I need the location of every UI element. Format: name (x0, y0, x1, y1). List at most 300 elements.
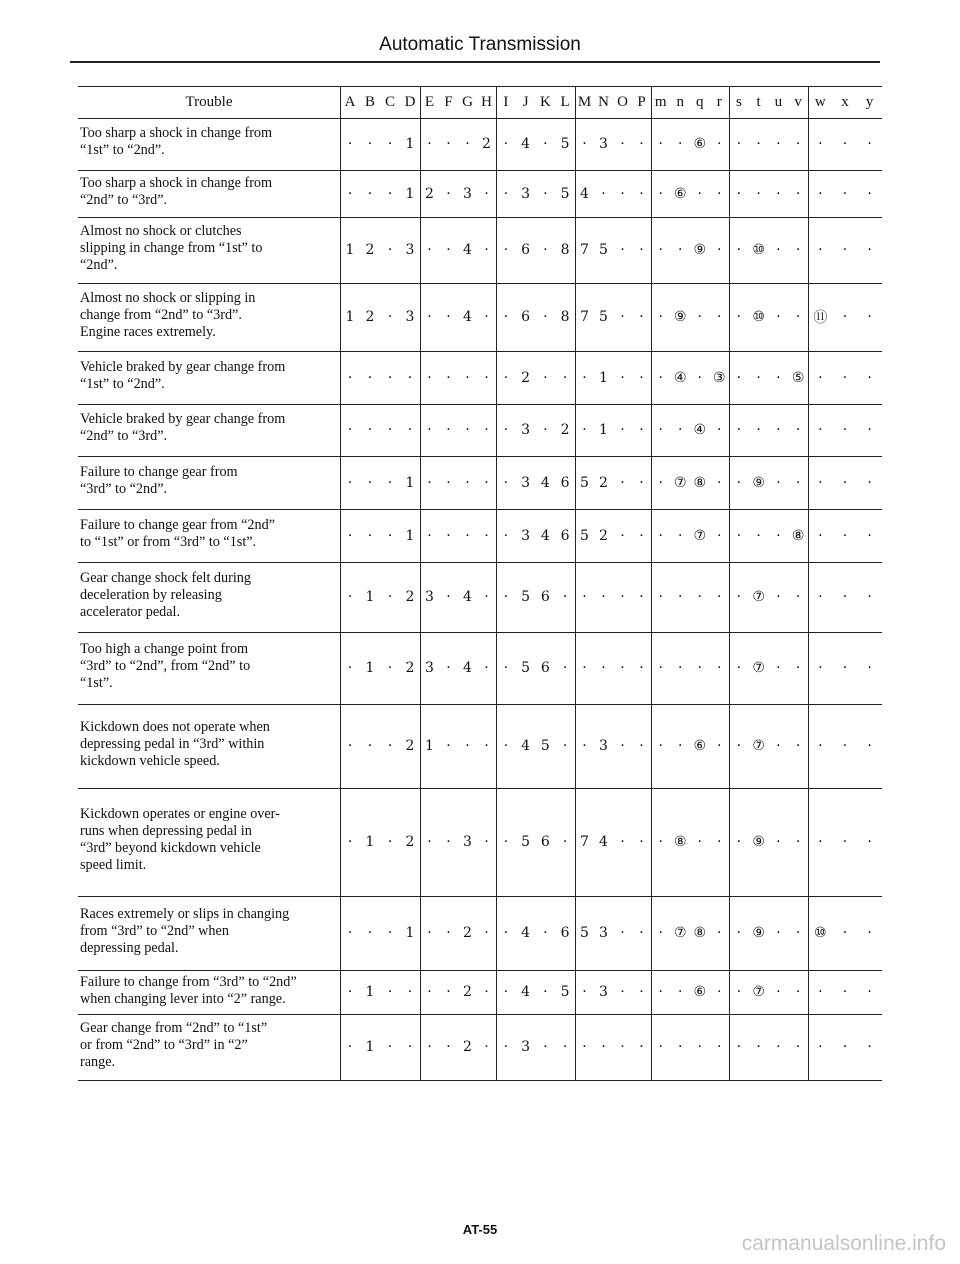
cell-symbol: · (658, 136, 663, 152)
trouble-line: “1st”. (80, 675, 113, 691)
cell-symbol: · (639, 422, 644, 438)
cell-symbol: ⑩ (752, 242, 765, 258)
cell-symbol: 4 (580, 185, 589, 202)
column-letter: J (522, 93, 529, 110)
cell-symbol: · (639, 660, 644, 676)
cell-symbol: 5 (560, 185, 570, 202)
cell-symbol: 4 (463, 309, 472, 325)
trouble-line: “3rd” to “2nd”, from “2nd” to (80, 658, 251, 674)
diagnosis-cell (575, 404, 651, 456)
diagnosis-cell (808, 896, 882, 970)
table-row (78, 632, 882, 704)
cell-symbol: · (387, 185, 393, 202)
cell-symbol: 8 (560, 242, 570, 258)
cell-symbol: 3 (521, 1039, 531, 1055)
diagnosis-cell (729, 170, 808, 217)
cell-symbol: · (717, 984, 722, 1000)
cell-symbol: · (639, 474, 644, 491)
cell-symbol: ⑨ (752, 925, 765, 941)
diagnosis-cell (496, 509, 575, 562)
cell-symbol: 3 (599, 738, 608, 754)
cell-symbol: 6 (560, 925, 570, 941)
trouble-line: when changing lever into “2” range. (80, 991, 286, 1007)
cell-symbol: · (562, 1039, 568, 1055)
diagnosis-cell (340, 562, 420, 632)
trouble-line: Failure to change from “3rd” to “2nd” (80, 974, 297, 990)
cell-symbol: · (717, 738, 722, 754)
diagnosis-cell (420, 788, 496, 896)
cell-symbol: 1 (365, 984, 375, 1000)
cell-symbol: 1 (599, 422, 608, 438)
cell-symbol: · (484, 738, 489, 754)
diagnosis-cell (340, 118, 420, 170)
diagnosis-cell (420, 1014, 496, 1080)
column-letter: L (560, 93, 570, 110)
cell-symbol: · (678, 1039, 683, 1055)
cell-symbol: · (795, 589, 801, 605)
cell-symbol: · (639, 738, 644, 754)
diagnosis-cell (496, 704, 575, 788)
diagnosis-cell (420, 632, 496, 704)
cell-symbol: 2 (405, 589, 415, 605)
cell-symbol: 6 (560, 527, 570, 544)
diagnosis-cell (575, 788, 651, 896)
cell-symbol: · (347, 660, 353, 676)
cell-symbol: 3 (405, 309, 415, 325)
cell-symbol: · (867, 185, 872, 202)
column-letter: B (364, 93, 375, 110)
table-row (78, 509, 882, 562)
cell-symbol: · (543, 984, 548, 1000)
table-row (78, 456, 882, 509)
cell-symbol: · (678, 136, 683, 152)
column-header (496, 86, 575, 118)
cell-symbol: · (427, 984, 432, 1000)
cell-symbol: · (347, 369, 353, 386)
diagnosis-cell (496, 351, 575, 404)
diagnosis-cell (420, 404, 496, 456)
cell-symbol: · (407, 369, 413, 386)
cell-symbol: · (776, 136, 781, 152)
trouble-line: Vehicle braked by gear change from (80, 359, 286, 375)
trouble-line: Almost no shock or slipping in (80, 290, 256, 306)
column-divider (575, 86, 576, 1080)
cell-symbol: 3 (599, 925, 608, 941)
trouble-line: Kickdown does not operate when (80, 719, 270, 735)
table-row (78, 404, 882, 456)
diagnosis-cell (575, 632, 651, 704)
cell-symbol: · (543, 422, 548, 438)
cell-symbol: · (639, 834, 644, 850)
trouble-line: to “1st” or from “3rd” to “1st”. (80, 534, 257, 550)
cell-symbol: · (678, 242, 683, 258)
diagnosis-cell (496, 896, 575, 970)
cell-symbol: · (658, 527, 663, 544)
cell-symbol: · (867, 136, 872, 152)
trouble-line: “2nd”. (80, 257, 118, 273)
cell-symbol: · (658, 984, 663, 1000)
cell-symbol: · (387, 1039, 393, 1055)
cell-symbol: 1 (345, 242, 355, 258)
diagnosis-table (78, 86, 882, 1184)
cell-symbol: · (658, 589, 663, 605)
table-row (78, 351, 882, 404)
diagnosis-cell (808, 456, 882, 509)
cell-symbol: 3 (405, 242, 415, 258)
row-divider (78, 118, 882, 119)
column-letter: G (462, 93, 473, 110)
cell-symbol: · (503, 589, 509, 605)
cell-symbol: 5 (580, 925, 589, 941)
table-row (78, 1014, 882, 1080)
trouble-line: Failure to change gear from “2nd” (80, 517, 275, 533)
cell-symbol: · (795, 660, 801, 676)
cell-symbol: · (818, 984, 823, 1000)
cell-symbol: · (465, 474, 470, 491)
cell-symbol: · (543, 925, 548, 941)
cell-symbol: · (678, 738, 683, 754)
row-divider (78, 351, 882, 352)
diagnosis-cell (729, 788, 808, 896)
cell-symbol: · (736, 984, 742, 1000)
trouble-line: Kickdown operates or engine over- (80, 806, 280, 822)
cell-symbol: · (717, 660, 722, 676)
diagnosis-cell (340, 283, 420, 351)
cell-symbol: · (543, 136, 548, 152)
cell-symbol: · (867, 738, 872, 754)
diagnosis-cell (729, 704, 808, 788)
table-row (78, 170, 882, 217)
cell-symbol: · (347, 474, 353, 491)
cell-symbol: 1 (405, 925, 415, 941)
cell-symbol: · (818, 738, 823, 754)
diagnosis-cell (808, 1014, 882, 1080)
cell-symbol: · (795, 242, 801, 258)
diagnosis-cell (808, 970, 882, 1014)
cell-symbol: · (347, 136, 353, 152)
cell-symbol: 5 (580, 527, 589, 544)
cell-symbol: 7 (580, 834, 589, 850)
cell-symbol: · (387, 589, 393, 605)
column-letter: x (841, 93, 849, 110)
cell-symbol: ⑧ (693, 474, 707, 491)
column-letter: y (865, 93, 874, 110)
cell-symbol: · (639, 185, 644, 202)
cell-symbol: · (776, 185, 781, 202)
trouble-line: Failure to change gear from (80, 464, 238, 480)
diagnosis-cell (420, 509, 496, 562)
cell-symbol: · (582, 422, 587, 438)
diagnosis-cell (651, 896, 729, 970)
cell-symbol: · (582, 369, 587, 386)
row-divider (78, 632, 882, 633)
cell-symbol: · (776, 309, 781, 325)
diagnosis-cell (651, 704, 729, 788)
diagnosis-cell (496, 118, 575, 170)
cell-symbol: · (717, 925, 722, 941)
diagnosis-cell (496, 404, 575, 456)
cell-symbol: · (867, 1039, 872, 1055)
cell-symbol: 4 (540, 474, 550, 491)
trouble-line: depressing pedal in “3rd” within (80, 736, 265, 752)
cell-symbol: · (446, 660, 451, 676)
cell-symbol: · (465, 422, 470, 438)
diagnosis-cell (729, 118, 808, 170)
row-divider (78, 86, 882, 87)
trouble-line: Too sharp a shock in change from (80, 125, 273, 141)
cell-symbol: · (842, 474, 848, 491)
cell-symbol: · (446, 242, 451, 258)
cell-symbol: · (658, 242, 663, 258)
cell-symbol: · (736, 738, 742, 754)
cell-symbol: · (503, 369, 509, 386)
cell-symbol: 5 (580, 474, 589, 491)
cell-symbol: · (387, 309, 393, 325)
diagnosis-cell (575, 704, 651, 788)
cell-symbol: · (427, 527, 432, 544)
cell-symbol: 1 (405, 474, 415, 491)
cell-symbol: ⑧ (673, 834, 687, 850)
diagnosis-cell (496, 283, 575, 351)
cell-symbol: · (562, 369, 568, 386)
trouble-line: “3rd” beyond kickdown vehicle (80, 840, 261, 856)
cell-symbol: 6 (560, 474, 570, 491)
cell-symbol: · (484, 309, 489, 325)
cell-symbol: 5 (599, 309, 608, 325)
cell-symbol: ⑩ (752, 309, 765, 325)
diagnosis-cell (808, 118, 882, 170)
cell-symbol: · (639, 369, 644, 386)
diagnosis-cell (575, 118, 651, 170)
cell-symbol: · (446, 738, 451, 754)
cell-symbol: ③ (712, 369, 726, 386)
diagnosis-cell (575, 283, 651, 351)
diagnosis-cell (808, 404, 882, 456)
column-letter: s (735, 93, 742, 110)
cell-symbol: · (658, 309, 663, 325)
column-letter: C (384, 93, 395, 110)
watermark: carmanualsonline.info (741, 1232, 946, 1255)
column-letter: u (774, 93, 783, 110)
cell-symbol: · (347, 925, 353, 941)
cell-symbol: · (776, 834, 781, 850)
diagnosis-cell (340, 704, 420, 788)
cell-symbol: · (484, 834, 489, 850)
cell-symbol: · (427, 925, 432, 941)
column-letter: I (503, 93, 509, 110)
cell-symbol: 6 (521, 309, 531, 325)
cell-symbol: ⑨ (752, 474, 765, 491)
cell-symbol: 7 (580, 242, 589, 258)
diagnosis-cell (729, 970, 808, 1014)
cell-symbol: · (503, 474, 509, 491)
cell-symbol: · (678, 527, 683, 544)
cell-symbol: · (795, 925, 801, 941)
cell-symbol: · (427, 136, 432, 152)
diagnosis-cell (729, 217, 808, 283)
cell-symbol: · (620, 984, 625, 1000)
cell-symbol: 2 (482, 136, 491, 152)
diagnosis-cell (808, 217, 882, 283)
cell-symbol: · (347, 527, 353, 544)
diagnosis-cell (729, 896, 808, 970)
cell-symbol: · (717, 309, 722, 325)
cell-symbol: 5 (560, 984, 570, 1000)
cell-symbol: 3 (599, 136, 608, 152)
cell-symbol: ④ (673, 369, 687, 386)
cell-symbol: · (639, 984, 644, 1000)
cell-symbol: · (601, 660, 606, 676)
cell-symbol: · (484, 1039, 489, 1055)
column-letter: r (716, 93, 722, 110)
cell-symbol: ⑩ (814, 925, 827, 941)
diagnosis-cell (575, 217, 651, 283)
row-divider (78, 217, 882, 218)
column-letter: P (637, 93, 646, 110)
cell-symbol: · (842, 925, 848, 941)
cell-symbol: · (620, 738, 625, 754)
cell-symbol: 3 (463, 185, 472, 202)
cell-symbol: · (842, 242, 848, 258)
cell-symbol: · (484, 984, 489, 1000)
trouble-line: kickdown vehicle speed. (80, 753, 220, 769)
column-header (808, 86, 882, 118)
diagnosis-cell (651, 351, 729, 404)
cell-symbol: · (347, 738, 353, 754)
cell-symbol: · (387, 834, 393, 850)
table-row (78, 896, 882, 970)
cell-symbol: · (620, 369, 625, 386)
diagnosis-cell (729, 283, 808, 351)
cell-symbol: · (601, 589, 606, 605)
diagnosis-cell (651, 404, 729, 456)
cell-symbol: · (465, 738, 470, 754)
cell-symbol: · (756, 136, 761, 152)
cell-symbol: · (387, 984, 393, 1000)
cell-symbol: · (562, 738, 568, 754)
cell-symbol: · (842, 738, 848, 754)
cell-symbol: · (484, 660, 489, 676)
cell-symbol: ⑥ (693, 984, 707, 1000)
row-divider (78, 170, 882, 171)
trouble-line: “2nd” to “3rd”. (80, 192, 168, 208)
trouble-description (80, 125, 338, 159)
cell-symbol: 1 (365, 660, 375, 676)
cell-symbol: · (446, 589, 451, 605)
cell-symbol: · (484, 422, 489, 438)
cell-symbol: · (446, 925, 451, 941)
trouble-description (80, 290, 338, 341)
diagnosis-cell (808, 283, 882, 351)
cell-symbol: 2 (405, 660, 415, 676)
cell-symbol: · (697, 309, 702, 325)
diagnosis-cell (651, 632, 729, 704)
row-divider (78, 1014, 882, 1015)
cell-symbol: · (620, 925, 625, 941)
cell-symbol: ⑨ (693, 242, 707, 258)
cell-symbol: 4 (521, 925, 531, 941)
diagnosis-cell (808, 351, 882, 404)
cell-symbol: · (736, 185, 742, 202)
column-letter: m (654, 93, 667, 110)
cell-symbol: · (639, 589, 644, 605)
cell-symbol: · (446, 422, 451, 438)
trouble-description (80, 175, 338, 209)
cell-symbol: · (795, 422, 801, 438)
cell-symbol: 6 (540, 589, 550, 605)
cell-symbol: · (503, 660, 509, 676)
trouble-description (80, 1020, 338, 1071)
column-letter: v (794, 93, 802, 110)
cell-symbol: 3 (521, 422, 531, 438)
cell-symbol: · (484, 242, 489, 258)
cell-symbol: · (387, 369, 393, 386)
column-divider (496, 86, 497, 1080)
column-divider (808, 86, 809, 1080)
diagnosis-cell (808, 632, 882, 704)
cell-symbol: · (427, 309, 432, 325)
diagnosis-cell (340, 351, 420, 404)
cell-symbol: · (503, 527, 509, 544)
cell-symbol: · (620, 474, 625, 491)
table-row (78, 970, 882, 1014)
cell-symbol: 2 (560, 422, 570, 438)
diagnosis-cell (651, 788, 729, 896)
diagnosis-cell (340, 632, 420, 704)
cell-symbol: ⑦ (673, 925, 687, 941)
cell-symbol: · (407, 1039, 413, 1055)
cell-symbol: ⑦ (752, 738, 765, 754)
cell-symbol: · (601, 1039, 606, 1055)
diagnosis-cell (575, 1014, 651, 1080)
cell-symbol: · (639, 1039, 644, 1055)
cell-symbol: 5 (521, 660, 531, 676)
diagnosis-cell (651, 970, 729, 1014)
cell-symbol: · (543, 369, 548, 386)
diagnosis-cell (651, 1014, 729, 1080)
cell-symbol: · (842, 589, 848, 605)
cell-symbol: · (427, 422, 432, 438)
cell-symbol: · (503, 738, 509, 754)
cell-symbol: · (503, 1039, 509, 1055)
diagnosis-cell (651, 509, 729, 562)
cell-symbol: · (387, 136, 393, 152)
diagnosis-cell (575, 456, 651, 509)
cell-symbol: · (697, 185, 702, 202)
diagnosis-cell (808, 788, 882, 896)
trouble-description (80, 974, 338, 1008)
cell-symbol: · (736, 474, 742, 491)
cell-symbol: 2 (365, 309, 375, 325)
cell-symbol: ⑦ (752, 660, 765, 676)
cell-symbol: · (387, 925, 393, 941)
cell-symbol: · (620, 589, 625, 605)
trouble-line: depressing pedal. (80, 940, 179, 956)
row-divider (78, 509, 882, 510)
column-letter: D (404, 93, 416, 110)
row-divider (78, 788, 882, 789)
cell-symbol: · (842, 309, 848, 325)
cell-symbol: · (562, 834, 568, 850)
cell-symbol: · (776, 369, 781, 386)
diagnosis-cell (340, 970, 420, 1014)
cell-symbol: 1 (405, 527, 415, 544)
trouble-description (80, 411, 338, 445)
cell-symbol: · (582, 136, 587, 152)
cell-symbol: 1 (405, 185, 415, 202)
cell-symbol: ⑤ (791, 369, 805, 386)
cell-symbol: · (446, 309, 451, 325)
